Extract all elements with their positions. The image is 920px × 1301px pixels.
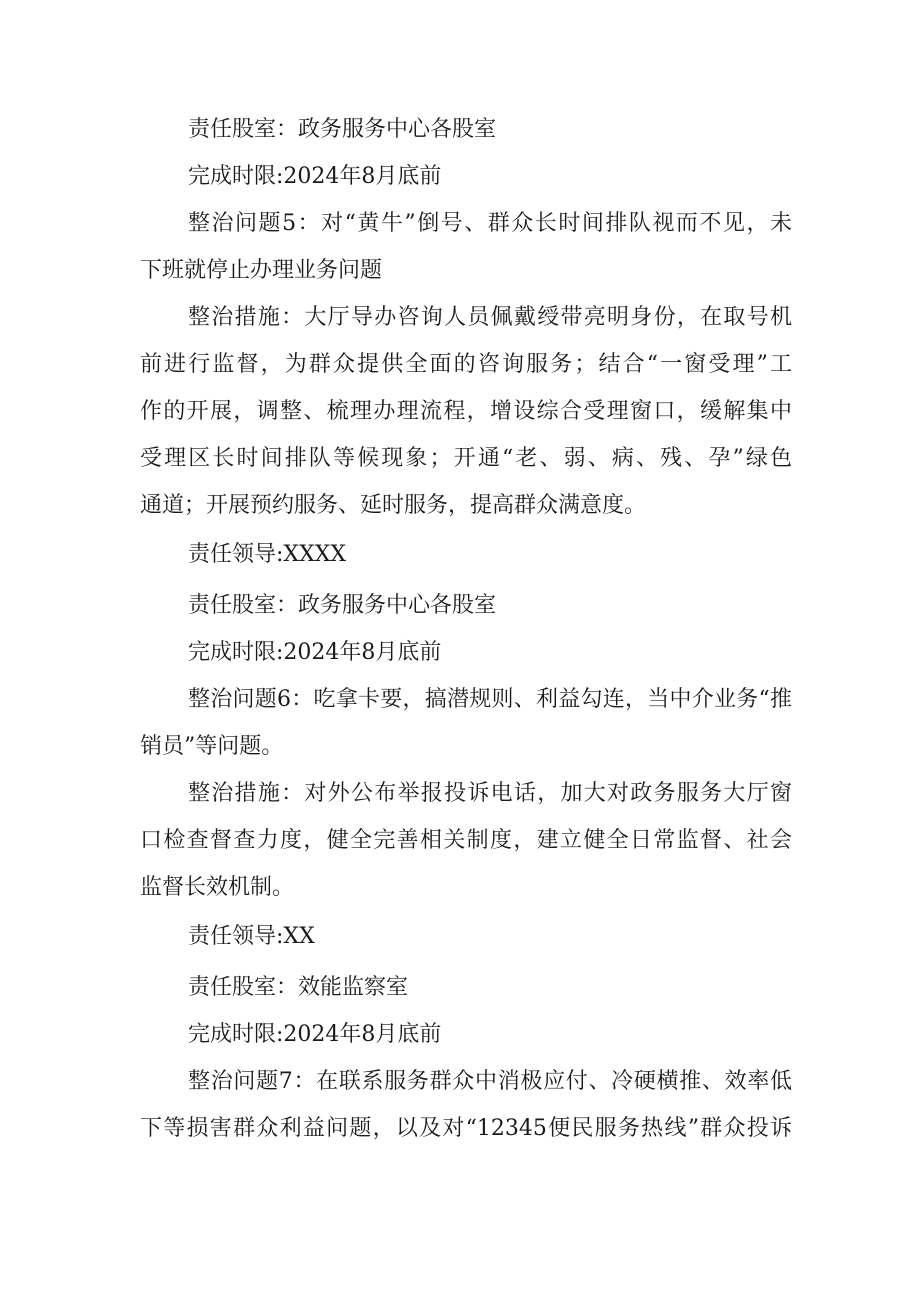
- issue-5-title: 整治问题5：对“黄牛”倒号、群众长时间排队视而不见，未: [188, 211, 792, 236]
- responsible-leader-line: 责任领导:XXXX: [188, 542, 347, 567]
- issue-7-title-cont: 下等损害群众利益问题，以及对“12345便民服务热线”群众投诉: [140, 1116, 792, 1141]
- measure-6-line-3: 监督长效机制。: [140, 875, 295, 900]
- issue-6-title: 整治问题6：吃拿卡要，搞潜规则、利益勾连，当中介业务“推: [188, 687, 792, 712]
- responsible-office-line: 责任股室：政务服务中心各股室: [188, 117, 497, 142]
- measure-6-line-2: 口检查督查力度，健全完善相关制度，建立健全日常监督、社会: [140, 828, 792, 853]
- responsible-leader-line: 责任领导:XX: [188, 924, 315, 949]
- responsible-office-line: 责任股室：政务服务中心各股室: [188, 593, 497, 618]
- issue-7-title: 整治问题7：在联系服务群众中消极应付、冷硬横推、效率低: [188, 1069, 792, 1094]
- responsible-office-line: 责任股室：效能监察室: [188, 975, 409, 1000]
- issue-5-title-cont: 下班就停止办理业务问题: [140, 258, 383, 283]
- measure-5-line-4: 受理区长时间排队等候现象；开通“老、弱、病、残、孕”绿色: [140, 446, 792, 471]
- measure-6-line-1: 整治措施：对外公布举报投诉电话，加大对政务服务大厅窗: [188, 781, 792, 806]
- measure-5-line-1: 整治措施：大厅导办咨询人员佩戴绶带亮明身份，在取号机: [188, 305, 792, 330]
- deadline-line: 完成时限:2024年8月底前: [188, 640, 442, 665]
- measure-5-line-5: 通道；开展预约服务、延时服务，提高群众满意度。: [140, 493, 647, 518]
- deadline-line: 完成时限:2024年8月底前: [188, 164, 442, 189]
- deadline-line: 完成时限:2024年8月底前: [188, 1022, 442, 1047]
- measure-5-line-3: 作的开展，调整、梳理办理流程，增设综合受理窗口，缓解集中: [140, 399, 792, 424]
- issue-6-title-cont: 销员”等问题。: [140, 734, 284, 759]
- measure-5-line-2: 前进行监督，为群众提供全面的咨询服务；结合“一窗受理”工: [140, 352, 792, 377]
